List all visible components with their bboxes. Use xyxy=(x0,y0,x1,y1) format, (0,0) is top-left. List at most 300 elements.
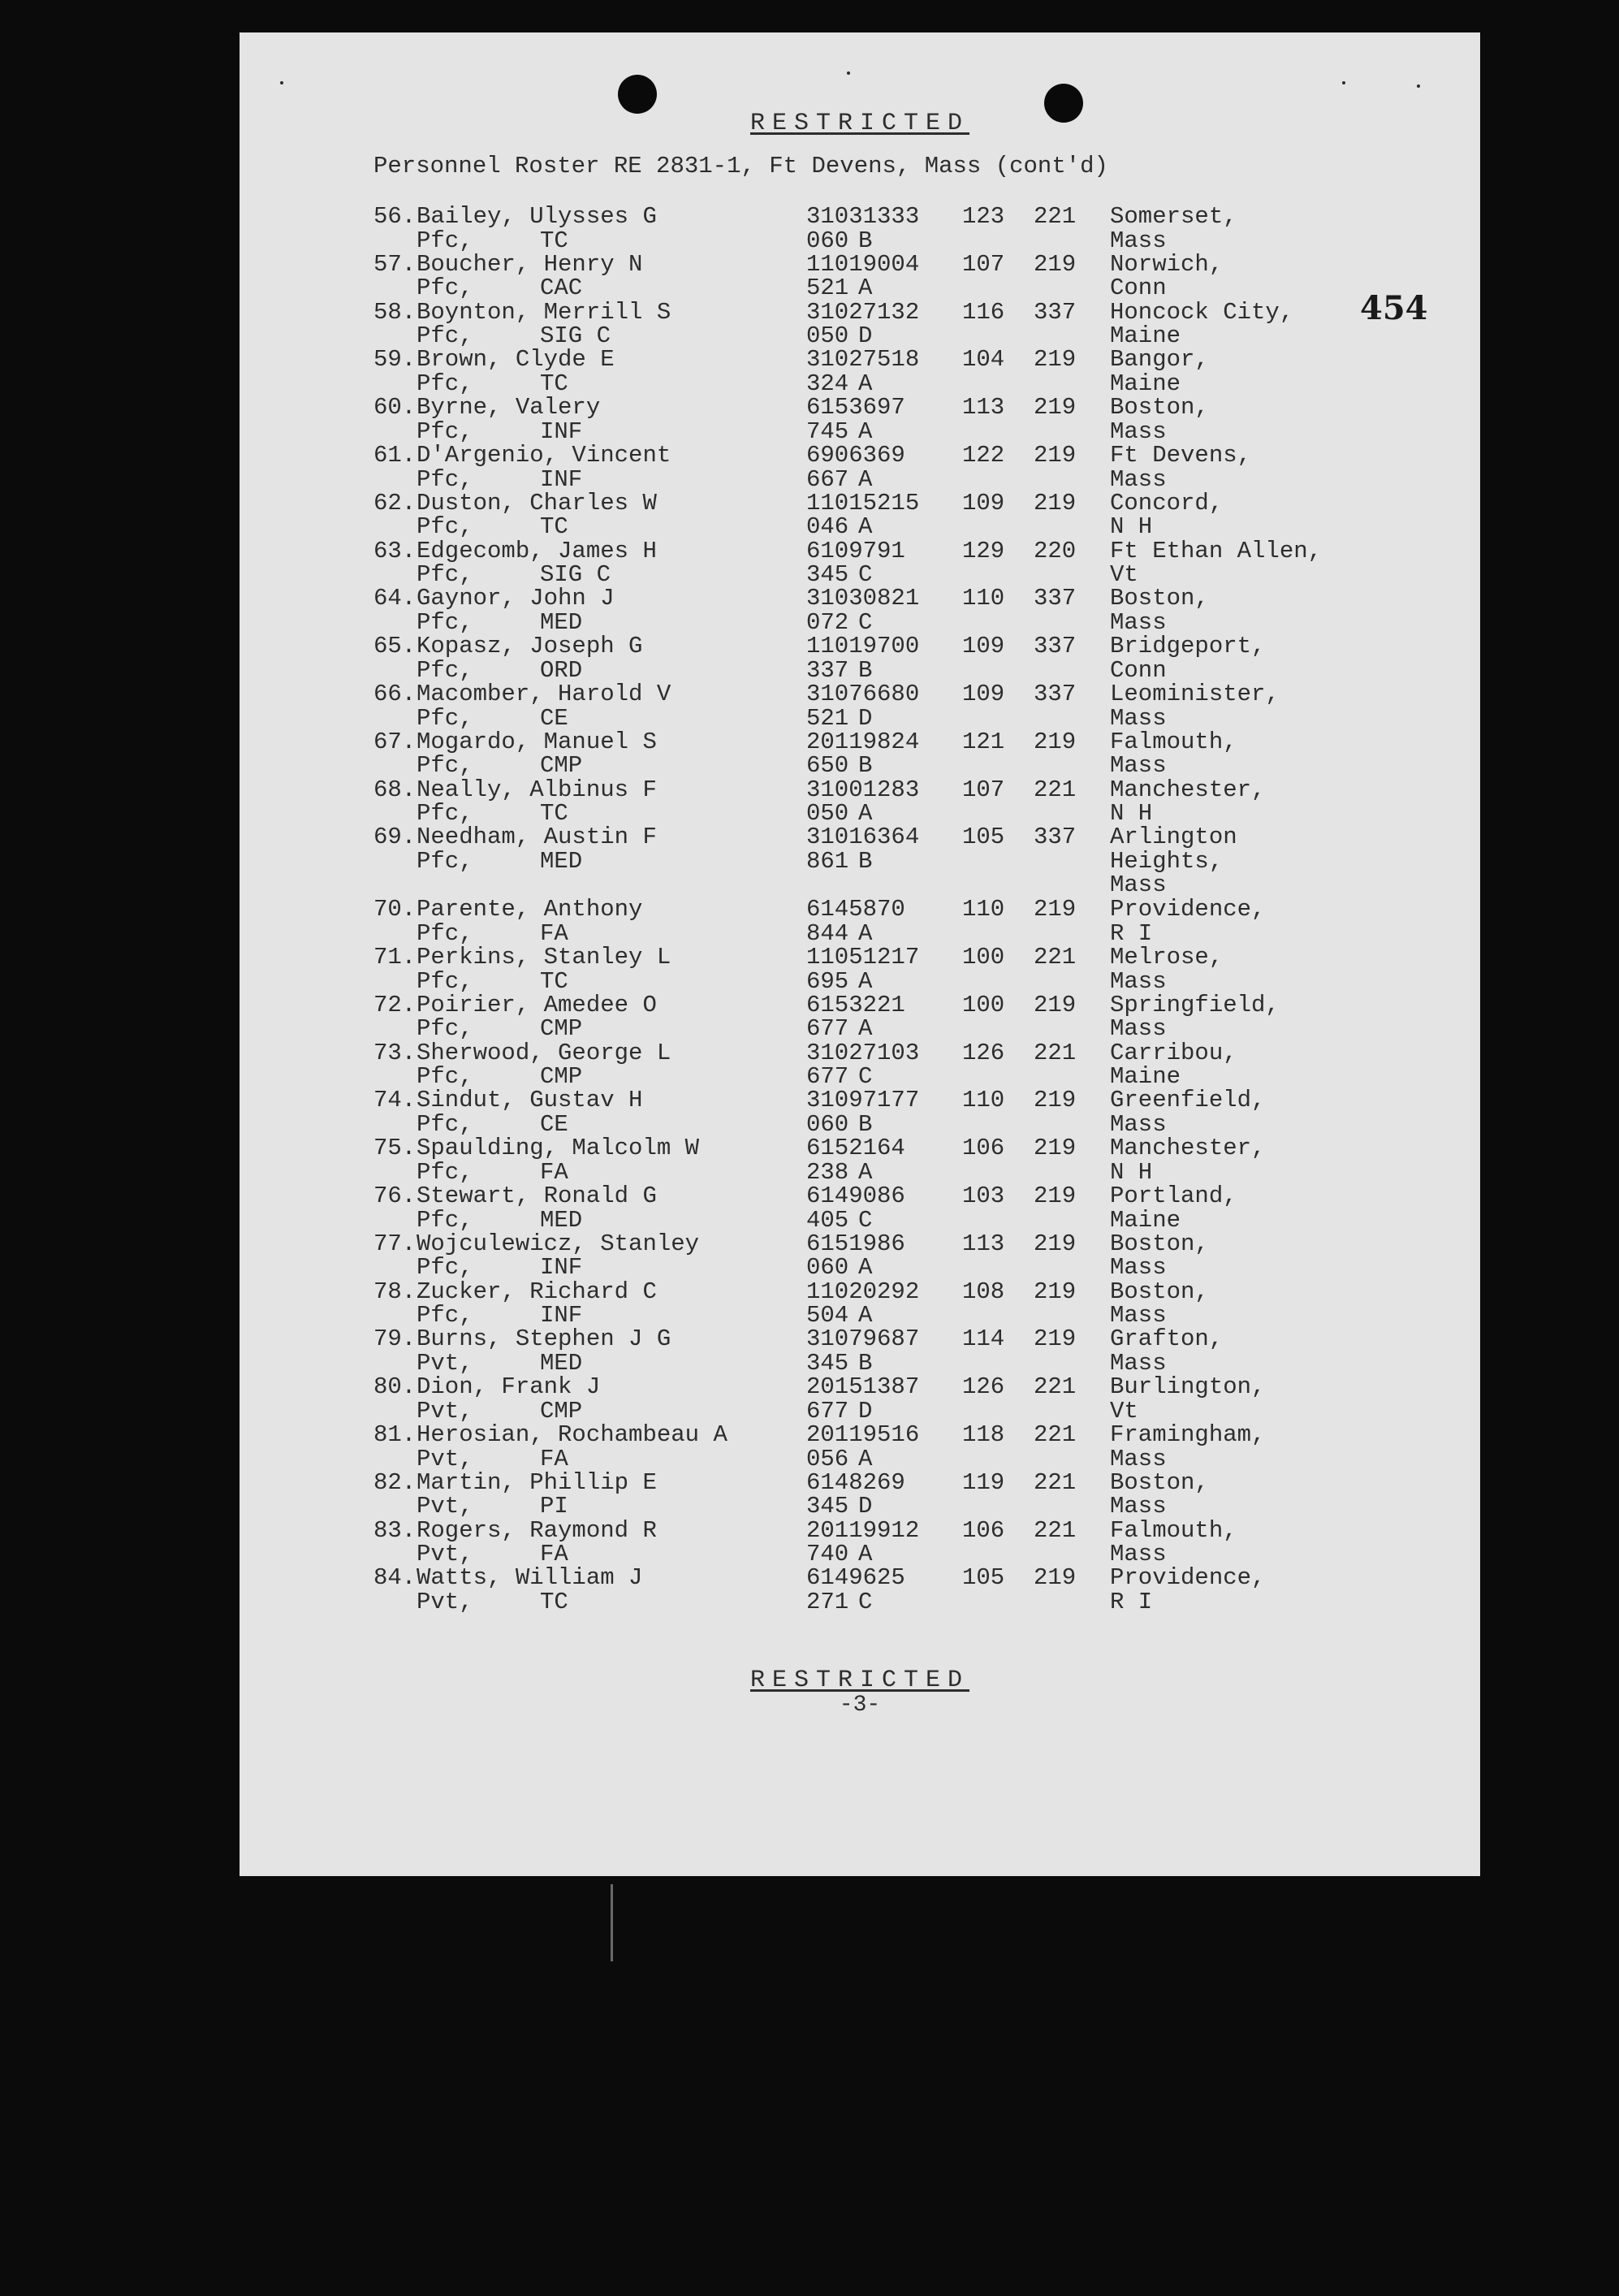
entry-city: Providence, xyxy=(1110,896,1266,923)
entry-name: Needham, Austin F xyxy=(417,824,657,851)
entry-name: Kopasz, Joseph G xyxy=(417,633,643,660)
entry-value-b: 219 xyxy=(1034,346,1077,374)
entry-rank: Pfc, xyxy=(417,465,473,493)
entry-number: 70. xyxy=(373,896,417,923)
entry-grade: A xyxy=(858,800,873,828)
entry-code: 667 xyxy=(806,465,849,493)
entry-number: 61. xyxy=(373,442,417,469)
entry-number: 78. xyxy=(373,1278,417,1305)
entry-branch: CMP xyxy=(540,1397,583,1425)
entry-rank: Pfc, xyxy=(417,227,473,254)
entry-serial-number: 31031333 xyxy=(806,203,920,230)
entry-value-b: 219 xyxy=(1034,1087,1077,1114)
entry-city: Framingham, xyxy=(1110,1421,1266,1448)
entry-rank: Pfc, xyxy=(417,561,473,589)
entry-rank: Pfc, xyxy=(417,704,473,732)
entry-number: 67. xyxy=(373,728,417,755)
entry-rank: Pvt, xyxy=(417,1493,473,1520)
entry-grade: A xyxy=(858,1015,873,1043)
punch-hole-left xyxy=(618,75,657,114)
entry-serial-number: 6145870 xyxy=(806,896,905,923)
entry-state: Mass xyxy=(1110,1541,1167,1568)
entry-value-a: 118 xyxy=(962,1421,1005,1448)
entry-value-b: 221 xyxy=(1034,1039,1077,1066)
entry-value-a: 105 xyxy=(962,824,1005,851)
entry-serial-number: 20119824 xyxy=(806,728,920,755)
entry-state: Conn xyxy=(1110,656,1167,684)
film-scratch xyxy=(611,1884,613,1961)
entry-code: 238 xyxy=(806,1158,849,1186)
entry-value-b: 219 xyxy=(1034,728,1077,755)
entry-grade: D xyxy=(858,704,873,732)
entry-code: 060 xyxy=(806,1254,849,1282)
entry-value-a: 109 xyxy=(962,489,1005,517)
entry-rank: Pfc, xyxy=(417,322,473,350)
entry-number: 64. xyxy=(373,585,417,612)
entry-number: 84. xyxy=(373,1564,417,1592)
entry-code: 677 xyxy=(806,1015,849,1043)
entry-rank: Pfc, xyxy=(417,752,473,780)
entry-city: Falmouth, xyxy=(1110,728,1237,755)
entry-value-a: 116 xyxy=(962,298,1005,326)
entry-branch: INF xyxy=(540,1254,583,1282)
entry-city: Boston, xyxy=(1110,1230,1209,1257)
entry-rank: Pfc, xyxy=(417,417,473,445)
entry-branch: INF xyxy=(540,1302,583,1330)
entry-branch: FA xyxy=(540,919,568,947)
entry-number: 71. xyxy=(373,944,417,971)
entry-code: 050 xyxy=(806,800,849,828)
entry-grade: A xyxy=(858,967,873,995)
entry-rank: Pfc, xyxy=(417,919,473,947)
entry-branch: MED xyxy=(540,608,583,636)
entry-code: 271 xyxy=(806,1588,849,1615)
entry-code: 521 xyxy=(806,275,849,302)
entry-name: Poirier, Amedee O xyxy=(417,991,657,1018)
paper-speck xyxy=(847,71,850,75)
entry-grade: D xyxy=(858,1493,873,1520)
entry-code: 745 xyxy=(806,417,849,445)
entry-city: Greenfield, xyxy=(1110,1087,1266,1114)
entry-state: R I xyxy=(1110,919,1153,947)
entry-grade: C xyxy=(858,608,873,636)
entry-number: 68. xyxy=(373,776,417,803)
entry-branch: CMP xyxy=(540,1063,583,1091)
entry-code: 060 xyxy=(806,1110,849,1138)
entry-serial-number: 31027103 xyxy=(806,1039,920,1066)
entry-state-line2: Mass xyxy=(1110,871,1167,899)
entry-city: Grafton, xyxy=(1110,1325,1224,1353)
entry-serial-number: 6109791 xyxy=(806,537,905,564)
entry-grade: A xyxy=(858,1445,873,1472)
entry-name: D'Argenio, Vincent xyxy=(417,442,671,469)
entry-value-a: 123 xyxy=(962,203,1005,230)
entry-branch: MED xyxy=(540,847,583,875)
entry-serial-number: 11019004 xyxy=(806,250,920,278)
entry-number: 59. xyxy=(373,346,417,374)
entry-serial-number: 6149625 xyxy=(806,1564,905,1592)
entry-serial-number: 11019700 xyxy=(806,633,920,660)
entry-rank: Pfc, xyxy=(417,800,473,828)
entry-code: 504 xyxy=(806,1302,849,1330)
entry-serial-number: 31030821 xyxy=(806,585,920,612)
entry-city: Falmouth, xyxy=(1110,1516,1237,1544)
entry-city: Boston, xyxy=(1110,1278,1209,1305)
entry-serial-number: 31079687 xyxy=(806,1325,920,1353)
entry-name: Bailey, Ulysses G xyxy=(417,203,657,230)
entry-name: Boynton, Merrill S xyxy=(417,298,671,326)
entry-name: Rogers, Raymond R xyxy=(417,1516,657,1544)
paper-speck xyxy=(1342,81,1345,84)
entry-value-a: 113 xyxy=(962,1230,1005,1257)
roster-page xyxy=(240,32,1480,1876)
entry-number: 79. xyxy=(373,1325,417,1353)
entry-serial-number: 6153221 xyxy=(806,991,905,1018)
entry-name: Stewart, Ronald G xyxy=(417,1183,657,1209)
entry-code: 337 xyxy=(806,656,849,684)
entry-value-b: 219 xyxy=(1034,250,1077,278)
entry-serial-number: 6151986 xyxy=(806,1230,905,1257)
entry-code: 324 xyxy=(806,370,849,397)
entry-city: Boston, xyxy=(1110,1468,1209,1496)
entry-number: 65. xyxy=(373,633,417,660)
entry-branch: PI xyxy=(540,1493,568,1520)
entry-city: Springfield, xyxy=(1110,991,1280,1018)
entry-rank: Pfc, xyxy=(417,370,473,397)
entry-serial-number: 31016364 xyxy=(806,824,920,851)
entry-rank: Pfc, xyxy=(417,656,473,684)
entry-rank: Pfc, xyxy=(417,1015,473,1043)
entry-value-b: 221 xyxy=(1034,1421,1077,1448)
entry-name: Wojculewicz, Stanley xyxy=(417,1230,700,1257)
entry-branch: MED xyxy=(540,1206,583,1234)
entry-value-b: 221 xyxy=(1034,203,1077,230)
entry-value-b: 221 xyxy=(1034,1468,1077,1496)
entry-branch: SIG C xyxy=(540,561,611,589)
entry-serial-number: 31027132 xyxy=(806,298,920,326)
entry-value-b: 221 xyxy=(1034,776,1077,803)
entry-number: 60. xyxy=(373,394,417,422)
entry-state: Heights, xyxy=(1110,847,1224,875)
entry-branch: INF xyxy=(540,465,583,493)
entry-code: 345 xyxy=(806,1493,849,1520)
entry-branch: SIG C xyxy=(540,322,611,350)
entry-value-b: 221 xyxy=(1034,944,1077,971)
entry-city: Melrose, xyxy=(1110,944,1224,971)
entry-code: 345 xyxy=(806,1349,849,1377)
entry-serial-number: 11020292 xyxy=(806,1278,920,1305)
entry-rank: Pfc, xyxy=(417,847,473,875)
entry-number: 66. xyxy=(373,681,417,707)
entry-rank: Pvt, xyxy=(417,1588,473,1615)
entry-code: 060 xyxy=(806,227,849,254)
entry-state: Mass xyxy=(1110,1254,1167,1282)
entry-rank: Pfc, xyxy=(417,1206,473,1234)
entry-code: 861 xyxy=(806,847,849,875)
entry-state: Mass xyxy=(1110,227,1167,254)
entry-city: Ft Devens, xyxy=(1110,442,1252,469)
entry-branch: MED xyxy=(540,1349,583,1377)
entry-rank: Pfc, xyxy=(417,967,473,995)
entry-grade: B xyxy=(858,847,873,875)
entry-code: 050 xyxy=(806,322,849,350)
entry-state: Mass xyxy=(1110,1110,1167,1138)
entry-number: 82. xyxy=(373,1468,417,1496)
entry-rank: Pvt, xyxy=(417,1541,473,1568)
entry-branch: TC xyxy=(540,1588,568,1615)
entry-code: 677 xyxy=(806,1397,849,1425)
entry-rank: Pfc, xyxy=(417,608,473,636)
entry-city: Concord, xyxy=(1110,489,1224,517)
entry-value-b: 220 xyxy=(1034,537,1077,564)
entry-city: Bangor, xyxy=(1110,346,1209,374)
entry-serial-number: 20119912 xyxy=(806,1516,920,1544)
entry-value-a: 122 xyxy=(962,442,1005,469)
entry-grade: A xyxy=(858,465,873,493)
entry-number: 56. xyxy=(373,203,417,230)
entry-state: Mass xyxy=(1110,417,1167,445)
entry-serial-number: 6153697 xyxy=(806,394,905,422)
entry-grade: C xyxy=(858,1206,873,1234)
entry-city: Arlington xyxy=(1110,824,1237,851)
entry-value-a: 106 xyxy=(962,1135,1005,1162)
entry-branch: TC xyxy=(540,227,568,254)
entry-rank: Pfc, xyxy=(417,1063,473,1091)
entry-city: Manchester, xyxy=(1110,1135,1266,1162)
entry-value-a: 110 xyxy=(962,1087,1005,1114)
entry-value-a: 119 xyxy=(962,1468,1005,1496)
entry-value-a: 126 xyxy=(962,1373,1005,1401)
entry-name: Byrne, Valery xyxy=(417,394,601,422)
paper-speck xyxy=(280,81,283,84)
entry-state: Vt xyxy=(1110,1397,1138,1425)
entry-value-b: 219 xyxy=(1034,896,1077,923)
entry-rank: Pfc, xyxy=(417,1110,473,1138)
entry-branch: CAC xyxy=(540,275,583,302)
entry-state: Mass xyxy=(1110,465,1167,493)
entry-name: Boucher, Henry N xyxy=(417,250,643,278)
entry-state: Conn xyxy=(1110,275,1167,302)
entry-number: 75. xyxy=(373,1135,417,1162)
entry-value-b: 337 xyxy=(1034,633,1077,660)
entry-serial-number: 31027518 xyxy=(806,346,920,374)
entry-grade: C xyxy=(858,1063,873,1091)
entry-state: Mass xyxy=(1110,1445,1167,1472)
entry-state: Maine xyxy=(1110,370,1181,397)
entry-state: Mass xyxy=(1110,967,1167,995)
entry-city: Norwich, xyxy=(1110,250,1224,278)
entry-value-b: 219 xyxy=(1034,442,1077,469)
entry-city: Leominister, xyxy=(1110,681,1280,707)
entry-number: 62. xyxy=(373,489,417,517)
entry-rank: Pvt, xyxy=(417,1445,473,1472)
entry-code: 056 xyxy=(806,1445,849,1472)
entry-value-b: 219 xyxy=(1034,1325,1077,1353)
entry-value-a: 106 xyxy=(962,1516,1005,1544)
entry-state: N H xyxy=(1110,800,1153,828)
entry-name: Martin, Phillip E xyxy=(417,1468,657,1496)
entry-grade: B xyxy=(858,227,873,254)
entry-value-a: 121 xyxy=(962,728,1005,755)
entry-number: 80. xyxy=(373,1373,417,1401)
entry-serial-number: 6149086 xyxy=(806,1183,905,1209)
entry-value-b: 219 xyxy=(1034,1278,1077,1305)
entry-serial-number: 11015215 xyxy=(806,489,920,517)
entry-name: Parente, Anthony xyxy=(417,896,643,923)
entry-grade: C xyxy=(858,561,873,589)
entry-name: Mogardo, Manuel S xyxy=(417,728,657,755)
entry-name: Edgecomb, James H xyxy=(417,537,657,564)
entry-grade: D xyxy=(858,322,873,350)
entry-serial-number: 11051217 xyxy=(806,944,920,971)
entry-code: 521 xyxy=(806,704,849,732)
entry-code: 740 xyxy=(806,1541,849,1568)
entry-number: 63. xyxy=(373,537,417,564)
entry-value-a: 129 xyxy=(962,537,1005,564)
entry-state: R I xyxy=(1110,1588,1153,1615)
entry-branch: TC xyxy=(540,370,568,397)
entry-city: Boston, xyxy=(1110,585,1209,612)
entry-branch: INF xyxy=(540,417,583,445)
entry-city: Boston, xyxy=(1110,394,1209,422)
entry-value-b: 219 xyxy=(1034,1230,1077,1257)
entry-serial-number: 31097177 xyxy=(806,1087,920,1114)
entry-name: Zucker, Richard C xyxy=(417,1278,657,1305)
entry-value-a: 104 xyxy=(962,346,1005,374)
entry-value-b: 337 xyxy=(1034,298,1077,326)
entry-value-a: 126 xyxy=(962,1039,1005,1066)
entry-value-b: 219 xyxy=(1034,394,1077,422)
entry-name: Neally, Albinus F xyxy=(417,776,657,803)
entry-state: Mass xyxy=(1110,1015,1167,1043)
entry-value-b: 219 xyxy=(1034,1135,1077,1162)
entry-value-b: 221 xyxy=(1034,1373,1077,1401)
entry-rank: Pvt, xyxy=(417,1397,473,1425)
entry-city: Somerset, xyxy=(1110,203,1237,230)
entry-grade: B xyxy=(858,656,873,684)
entry-value-a: 110 xyxy=(962,585,1005,612)
entry-city: Ft Ethan Allen, xyxy=(1110,537,1323,564)
entry-branch: FA xyxy=(540,1158,568,1186)
entry-value-b: 219 xyxy=(1034,991,1077,1018)
entry-rank: Pfc, xyxy=(417,275,473,302)
entry-grade: A xyxy=(858,1541,873,1568)
entry-city: Providence, xyxy=(1110,1564,1266,1592)
entry-branch: CMP xyxy=(540,1015,583,1043)
entry-grade: A xyxy=(858,513,873,541)
entry-branch: FA xyxy=(540,1541,568,1568)
entry-value-a: 107 xyxy=(962,250,1005,278)
entry-value-b: 337 xyxy=(1034,824,1077,851)
entry-name: Macomber, Harold V xyxy=(417,681,671,707)
entry-value-b: 219 xyxy=(1034,1183,1077,1209)
entry-city: Carribou, xyxy=(1110,1039,1237,1066)
entry-value-b: 337 xyxy=(1034,681,1077,707)
entry-grade: A xyxy=(858,275,873,302)
entry-rank: Pfc, xyxy=(417,1254,473,1282)
entry-value-a: 110 xyxy=(962,896,1005,923)
entry-serial-number: 6906369 xyxy=(806,442,905,469)
page-number: -3- xyxy=(839,1693,881,1718)
entry-state: Vt xyxy=(1110,561,1138,589)
entry-serial-number: 6152164 xyxy=(806,1135,905,1162)
entry-state: Mass xyxy=(1110,608,1167,636)
entry-number: 58. xyxy=(373,298,417,326)
entry-branch: CE xyxy=(540,1110,568,1138)
entry-grade: C xyxy=(858,1588,873,1615)
entry-value-b: 337 xyxy=(1034,585,1077,612)
entry-code: 650 xyxy=(806,752,849,780)
entry-value-a: 114 xyxy=(962,1325,1005,1353)
entry-value-a: 100 xyxy=(962,991,1005,1018)
entry-city: Manchester, xyxy=(1110,776,1266,803)
entry-branch: TC xyxy=(540,967,568,995)
entry-number: 81. xyxy=(373,1421,417,1448)
entry-serial-number: 6148269 xyxy=(806,1468,905,1496)
entry-value-b: 219 xyxy=(1034,489,1077,517)
entry-code: 345 xyxy=(806,561,849,589)
entry-state: Mass xyxy=(1110,1349,1167,1377)
entry-name: Herosian, Rochambeau A xyxy=(417,1421,727,1448)
entry-serial-number: 20119516 xyxy=(806,1421,920,1448)
entry-value-a: 108 xyxy=(962,1278,1005,1305)
entry-state: Mass xyxy=(1110,1493,1167,1520)
entry-code: 072 xyxy=(806,608,849,636)
entry-number: 77. xyxy=(373,1230,417,1257)
entry-state: Maine xyxy=(1110,322,1181,350)
entry-code: 695 xyxy=(806,967,849,995)
entry-grade: B xyxy=(858,1349,873,1377)
entry-code: 677 xyxy=(806,1063,849,1091)
entry-state: Maine xyxy=(1110,1063,1181,1091)
entry-number: 73. xyxy=(373,1039,417,1066)
entry-branch: TC xyxy=(540,513,568,541)
entry-name: Burns, Stephen J G xyxy=(417,1325,671,1353)
entry-value-a: 103 xyxy=(962,1183,1005,1209)
entry-grade: A xyxy=(858,417,873,445)
entry-name: Dion, Frank J xyxy=(417,1373,601,1401)
entry-branch: CMP xyxy=(540,752,583,780)
entry-grade: A xyxy=(858,370,873,397)
entry-value-a: 107 xyxy=(962,776,1005,803)
entry-value-a: 113 xyxy=(962,394,1005,422)
entry-name: Gaynor, John J xyxy=(417,585,615,612)
entry-rank: Pfc, xyxy=(417,513,473,541)
entry-name: Watts, William J xyxy=(417,1564,643,1592)
entry-grade: B xyxy=(858,1110,873,1138)
entry-rank: Pfc, xyxy=(417,1302,473,1330)
entry-city: Portland, xyxy=(1110,1183,1237,1209)
stamp-number: 454 xyxy=(1360,289,1428,327)
entry-name: Sherwood, George L xyxy=(417,1039,671,1066)
entry-name: Sindut, Gustav H xyxy=(417,1087,643,1114)
entry-value-a: 100 xyxy=(962,944,1005,971)
entry-number: 57. xyxy=(373,250,417,278)
entry-number: 72. xyxy=(373,991,417,1018)
entry-name: Perkins, Stanley L xyxy=(417,944,671,971)
entry-rank: Pfc, xyxy=(417,1158,473,1186)
restricted-header: RESTRICTED xyxy=(749,110,970,137)
entry-grade: A xyxy=(858,1254,873,1282)
entry-serial-number: 31076680 xyxy=(806,681,920,707)
entry-state: Mass xyxy=(1110,752,1167,780)
restricted-footer: RESTRICTED xyxy=(749,1667,970,1694)
entry-rank: Pvt, xyxy=(417,1349,473,1377)
entry-state: N H xyxy=(1110,1158,1153,1186)
entry-state: N H xyxy=(1110,513,1153,541)
entry-value-b: 221 xyxy=(1034,1516,1077,1544)
entry-code: 844 xyxy=(806,919,849,947)
